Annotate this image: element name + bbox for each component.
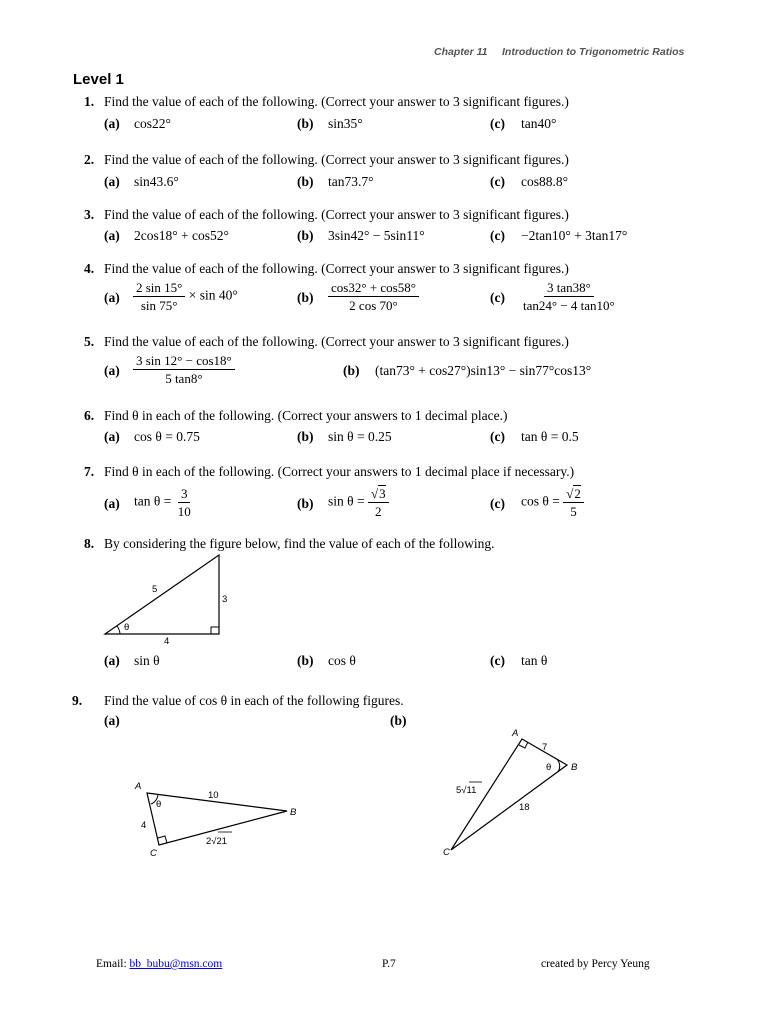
footer-email-label: Email: — [96, 958, 127, 970]
q9b-triangle-figure — [440, 725, 600, 865]
q4-number: 4. — [84, 261, 95, 276]
q8-right-angle-mark — [211, 627, 219, 634]
footer-credit: created by Percy Yeung — [541, 958, 650, 970]
q8a-label: (a) — [104, 653, 120, 668]
q9b-label: (b) — [390, 713, 407, 728]
q8-angle-arc — [117, 626, 120, 634]
q5a-fraction — [133, 353, 235, 386]
q8a-expr: sin θ — [134, 653, 160, 668]
q8-angle-label: θ — [124, 622, 130, 633]
q9a-bc-root-sign: √ — [211, 836, 217, 847]
q9b-ac-radicand: 11 — [466, 785, 477, 796]
q4a-numerator: 2 sin 15° — [133, 280, 185, 297]
q9-text: Find the value of cos θ in each of the following figures. — [104, 693, 404, 708]
footer-email-link[interactable]: bb_bubu@msn.com — [129, 958, 223, 970]
q4a-fraction — [133, 280, 185, 313]
q6c-expr: tan θ = 0.5 — [521, 429, 579, 444]
q2-text: Find the value of each of the following. (Correct your answer to 3 significant figures.) — [104, 152, 569, 167]
q9b-ab-label: 7 — [542, 742, 548, 753]
q6-number: 6. — [84, 408, 95, 423]
q5a-label: (a) — [104, 363, 120, 378]
q4b-label: (b) — [297, 290, 314, 305]
q8-hyp-label: 5 — [152, 584, 158, 595]
q2a-expr: sin43.6° — [134, 174, 179, 189]
q7a-label: (a) — [104, 496, 120, 511]
q8-adj-label: 4 — [164, 636, 170, 647]
q9b-ac-root-sign: √ — [461, 785, 467, 796]
q4b-denominator: 2 cos 70° — [349, 298, 398, 313]
q8c-label: (c) — [490, 653, 505, 668]
q7c-denominator: 5 — [570, 504, 577, 519]
q4a-tail: × sin 40° — [188, 287, 238, 303]
q4b-expr — [328, 280, 419, 313]
footer-page-number: P.7 — [382, 958, 396, 970]
q7a-numerator: 3 — [178, 486, 191, 503]
q9a-right-angle-mark — [158, 836, 167, 843]
q9a-ac-label: 4 — [141, 820, 147, 831]
q7b-fraction — [368, 486, 389, 519]
q9b-vertex-b: B — [571, 762, 578, 773]
q7b-numerator: √3 — [368, 486, 389, 503]
q4c-label: (c) — [490, 290, 505, 305]
q4c-fraction — [520, 280, 618, 313]
q7b-radicand: 3 — [379, 486, 386, 501]
q4c-denominator: tan24° − 4 tan10° — [523, 298, 615, 313]
q4c-expr — [520, 280, 618, 313]
q3-number: 3. — [84, 207, 95, 222]
q9b-vertex-a: A — [512, 728, 519, 739]
q2c-expr: cos88.8° — [521, 174, 569, 189]
q9a-bc-label — [206, 836, 227, 847]
q6b-expr: sin θ = 0.25 — [328, 429, 392, 444]
q9-number: 9. — [72, 693, 83, 708]
q3b-expr: 3sin42° − 5sin11° — [328, 228, 425, 243]
q7a-denominator: 10 — [177, 504, 191, 519]
q3c-label: (c) — [490, 228, 505, 243]
q5-text: Find the value of each of the following. (Correct your answer to 3 significant figures.) — [104, 334, 569, 349]
q7c-lhs: cos θ = — [521, 493, 560, 509]
q7-number: 7. — [84, 464, 95, 479]
q9b-vertex-c: C — [443, 847, 450, 858]
q5a-denominator: 5 tan8° — [165, 371, 203, 386]
q7a-expr — [134, 486, 194, 519]
q1b-label: (b) — [297, 116, 314, 131]
q7-text: Find θ in each of the following. (Correct your answers to 1 decimal place if necessary.) — [104, 464, 575, 479]
q8-triangle-figure — [100, 548, 240, 648]
q8-opp-label: 3 — [222, 594, 228, 605]
q7c-numerator: √2 — [563, 486, 584, 503]
q6a-expr: cos θ = 0.75 — [134, 429, 200, 444]
q5a-expr — [133, 353, 235, 386]
q9a-triangle-figure — [130, 775, 310, 865]
q5b-label: (b) — [343, 363, 360, 378]
q3a-expr: 2cos18° + cos52° — [134, 228, 229, 243]
footer-email — [96, 958, 222, 970]
q7b-denominator: 2 — [375, 504, 382, 519]
q2a-label: (a) — [104, 174, 120, 189]
q4a-expr — [133, 280, 238, 313]
q7c-fraction — [563, 486, 584, 519]
q6-text: Find θ in each of the following. (Correct your answers to 1 decimal place.) — [104, 408, 508, 423]
q7c-radicand: 2 — [574, 486, 581, 501]
q9b-ac-coef: 5 — [456, 785, 462, 796]
q4a-denominator: sin 75° — [140, 298, 178, 313]
q1a-expr: cos22° — [134, 116, 171, 131]
q9a-angle-label: θ — [156, 799, 162, 810]
q9b-bc-label: 18 — [519, 802, 530, 813]
q8-triangle — [105, 555, 219, 634]
q7c-expr — [521, 486, 584, 519]
q3a-label: (a) — [104, 228, 120, 243]
q4b-numerator: cos32° + cos58° — [328, 280, 419, 297]
q1a-label: (a) — [104, 116, 120, 131]
q8b-expr: cos θ — [328, 653, 356, 668]
q7a-lhs: tan θ = — [134, 493, 172, 509]
q7b-lhs: sin θ = — [328, 493, 365, 509]
q2c-label: (c) — [490, 174, 505, 189]
q3c-expr: −2tan10° + 3tan17° — [521, 228, 628, 243]
q6a-label: (a) — [104, 429, 120, 444]
q3-text: Find the value of each of the following. (Correct your answer to 3 significant figures.) — [104, 207, 569, 222]
q5b-expr: (tan73° + cos27°)sin13° − sin77°cos13° — [375, 363, 592, 378]
q4-text: Find the value of each of the following. (Correct your answer to 3 significant figures.) — [104, 261, 569, 276]
q4b-fraction — [328, 280, 419, 313]
q8b-label: (b) — [297, 653, 314, 668]
q1-number: 1. — [84, 94, 95, 109]
q5a-numerator: 3 sin 12° − cos18° — [133, 353, 235, 370]
q8-number: 8. — [84, 536, 95, 551]
q1b-expr: sin35° — [328, 116, 363, 131]
chapter-title: Introduction to Trigonometric Ratios — [502, 46, 685, 58]
q7c-label: (c) — [490, 496, 505, 511]
q9a-bc-coef: 2 — [206, 836, 212, 847]
q1c-label: (c) — [490, 116, 505, 131]
q5-number: 5. — [84, 334, 95, 349]
q7b-expr — [328, 486, 389, 519]
q6c-label: (c) — [490, 429, 505, 444]
q9a-vertex-c: C — [150, 848, 157, 859]
q2b-expr: tan73.7° — [328, 174, 374, 189]
q6b-label: (b) — [297, 429, 314, 444]
level-title: Level 1 — [73, 71, 124, 88]
q8-text: By considering the figure below, find the value of each of the following. — [104, 536, 495, 551]
q2b-label: (b) — [297, 174, 314, 189]
q4c-numerator: 3 tan38° — [544, 280, 594, 297]
q9b-right-angle-mark — [519, 742, 528, 748]
q4a-label: (a) — [104, 290, 120, 305]
q8c-expr: tan θ — [521, 653, 548, 668]
q1-text: Find the value of each of the following. (Correct your answer to 3 significant figures.) — [104, 94, 569, 109]
q9b-angle-label: θ — [546, 762, 552, 773]
q9a-ab-label: 10 — [208, 790, 219, 801]
q9a-vertex-a: A — [135, 781, 142, 792]
q1c-expr: tan40° — [521, 116, 557, 131]
q9a-vertex-b: B — [290, 807, 297, 818]
q3b-label: (b) — [297, 228, 314, 243]
q9b-ac-label — [456, 785, 476, 796]
q2-number: 2. — [84, 152, 95, 167]
q9a-bc-radicand: 21 — [216, 836, 228, 847]
q7b-label: (b) — [297, 496, 314, 511]
q9a-label: (a) — [104, 713, 120, 728]
chapter-label: Chapter 11 — [434, 46, 488, 58]
q7a-fraction — [175, 486, 194, 519]
